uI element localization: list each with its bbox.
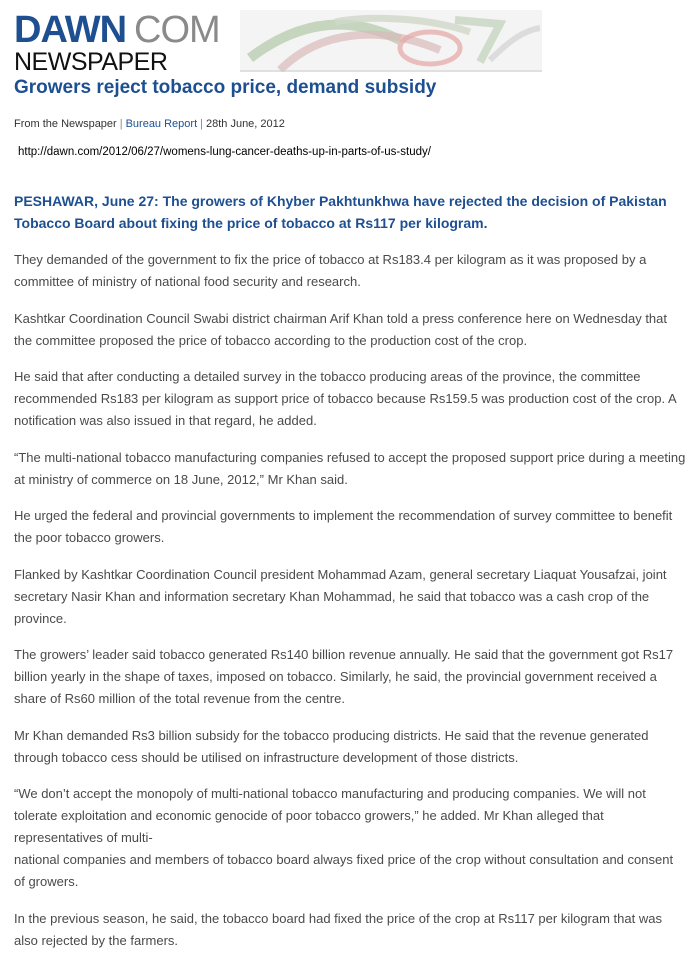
masthead-banner-graphic (240, 10, 542, 72)
article-paragraph: Mr Khan demanded Rs3 billion subsidy for the tobacco producing districts. He said that the revenue generated through tobacco cess should be utilised on infrastructure development of those districts. (14, 727, 649, 765)
article-paragraph: Kashtkar Coordination Council Swabi district chairman Arif Khan told a press conference here on Wednesday that the committee proposed the price of tobacco according to the production cost of the crop. (14, 310, 668, 348)
article-lead: PESHAWAR, June 27: The growers of Khyber Pakhtunkhwa have rejected the decision of Pakistan Tobacco Board about fixing the price of tobacco at Rs117 per kilogram. (14, 193, 667, 231)
article-paragraph: They demanded of the government to fix the price of tobacco at Rs183.4 per kilogram as it was proposed by a committee of ministry of national food security and research. (14, 252, 647, 289)
byline-section[interactable]: From the Newspaper (14, 118, 117, 130)
masthead (14, 10, 544, 76)
article-body (14, 249, 686, 966)
byline-author[interactable]: Bureau Report (125, 118, 198, 130)
article-paragraph: “We don’t accept the monopoly of multi-national tobacco manufacturing and producing companies. We will not tolerate exploitation and economic genocide of poor tobacco growers,” he added. Mr Khan alleged that representatives of multi- national companies and members of tobacco board always fixed price of the crop without consultation and consent of growers. (14, 786, 674, 889)
article-paragraph: In the previous season, he said, the tobacco board had fixed the price of the crop at Rs117 per kilogram that was also rejected by the farmers. (14, 910, 662, 948)
logo-dawn[interactable]: DAWN (14, 9, 127, 51)
article-headline: Growers reject tobacco price, demand subsidy (14, 77, 437, 98)
article-paragraph: Flanked by Kashtkar Coordination Council president Mohammad Azam, general secretary Liaquat Yousafzai, joint secretary Nasir Khan and information secretary Khan Mohammad, he said that tobacco was a cash crop of the province. (14, 566, 667, 626)
logo-newspaper: NEWSPAPER (14, 48, 168, 76)
article-paragraph: The growers’ leader said tobacco generated Rs140 billion revenue annually. He said that the government got Rs17 billion yearly in the shape of taxes, imposed on tobacco. Similarly, he said, the provincial government received a share of Rs60 million of the total revenue from the centre. (14, 647, 674, 706)
article-paragraph: He said that after conducting a detailed survey in the tobacco producing areas of the province, the committee recommended Rs183 per kilogram as support price of tobacco because Rs159.5 was production cost of the crop. A notification was also issued in that regard, he added. (14, 369, 676, 428)
logo-com[interactable]: COM (134, 9, 220, 51)
article-paragraph: “The multi-national tobacco manufacturing companies refused to accept the proposed support price during a meeting at ministry of commerce on 18 June, 2012,” Mr Khan said. (14, 449, 686, 487)
byline-date: 28th June, 2012 (205, 118, 285, 130)
article-paragraph: He urged the federal and provincial governments to implement the recommendation of survey committee to benefit the poor tobacco growers. (14, 508, 673, 545)
source-url[interactable]: http://dawn.com/2012/06/27/womens-lung-cancer-deaths-up-in-parts-of-us-study/ (18, 146, 431, 158)
byline: From the Newspaper | Bureau Report | 28th June, 2012 (14, 118, 285, 130)
